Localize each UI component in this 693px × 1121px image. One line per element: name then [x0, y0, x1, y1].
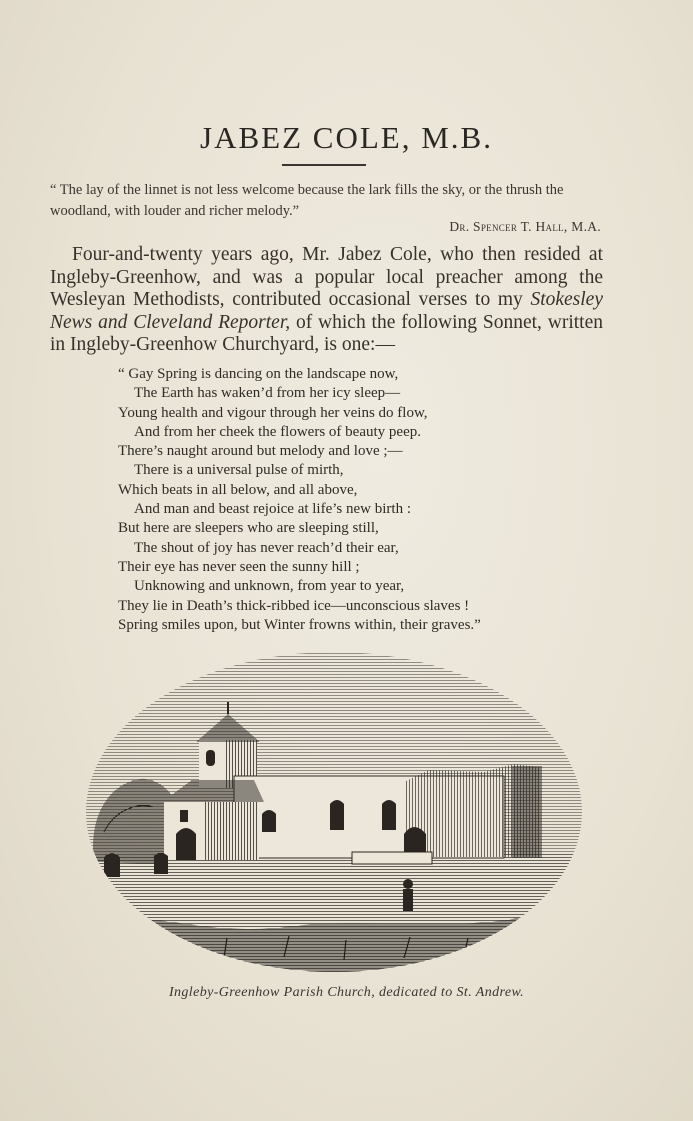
sonnet — [118, 365, 588, 635]
page-title: JABEZ COLE, M.B. — [200, 120, 493, 155]
sonnet-line: Which beats in all below, and all above, — [118, 481, 358, 498]
sonnet-line: There’s naught around but melody and love ;— — [118, 443, 403, 460]
sonnet-line: There is a universal pulse of mirth, — [134, 462, 344, 479]
attribution-name: Dr. Spencer T. Hall, — [449, 219, 568, 234]
sonnet-line: Young health and vigour through her veins do flow, — [118, 404, 428, 421]
sonnet-line: The shout of joy has never reach’d their ear, — [134, 539, 399, 556]
title-rule — [282, 164, 366, 166]
sonnet-line: Unknowing and unknown, from year to year, — [134, 578, 405, 595]
sonnet-line: They lie in Death’s thick-ribbed ice—unconscious slaves ! — [118, 597, 470, 614]
church-engraving — [84, 652, 584, 982]
intro-paragraph — [50, 244, 603, 357]
sonnet-line: Spring smiles upon, but Winter frowns within, their graves.” — [118, 616, 481, 633]
attribution-degree: M.A. — [567, 219, 601, 234]
sonnet-line: Their eye has never seen the sunny hill ; — [118, 558, 360, 575]
epigraph-quote: “ The lay of the linnet is not less welcome because the lark fills the sky, or the thrush the woodland, with louder and richer melody.” — [50, 182, 564, 219]
sonnet-line: “ Gay Spring is dancing on the landscape now, — [118, 366, 399, 382]
paragraph-text-1: Four-and-twenty years ago, Mr. Jabez Cole, who then resided at Ingleby-Greenhow, and was a popular local preacher among the Wesleyan Methodists, contributed occasional verses to my — [50, 244, 603, 310]
newspaper-title: Stokesley News and Cleveland Reporter, — [50, 289, 603, 333]
sonnet-line: The Earth has waken’d from her icy sleep— — [134, 385, 401, 402]
epigraph-attribution — [449, 219, 601, 235]
sonnet-line: And from her cheek the flowers of beauty peep. — [134, 423, 421, 440]
sonnet-line: But here are sleepers who are sleeping still, — [118, 520, 379, 537]
paragraph-text-2: of which the following Sonnet, written in Ingleby-Greenhow Churchyard, is one:— — [50, 311, 604, 355]
illustration-caption: Ingleby-Greenhow Parish Church, dedicated to St. Andrew. — [168, 985, 525, 1000]
sonnet-line: And man and beast rejoice at life’s new birth : — [134, 501, 411, 518]
